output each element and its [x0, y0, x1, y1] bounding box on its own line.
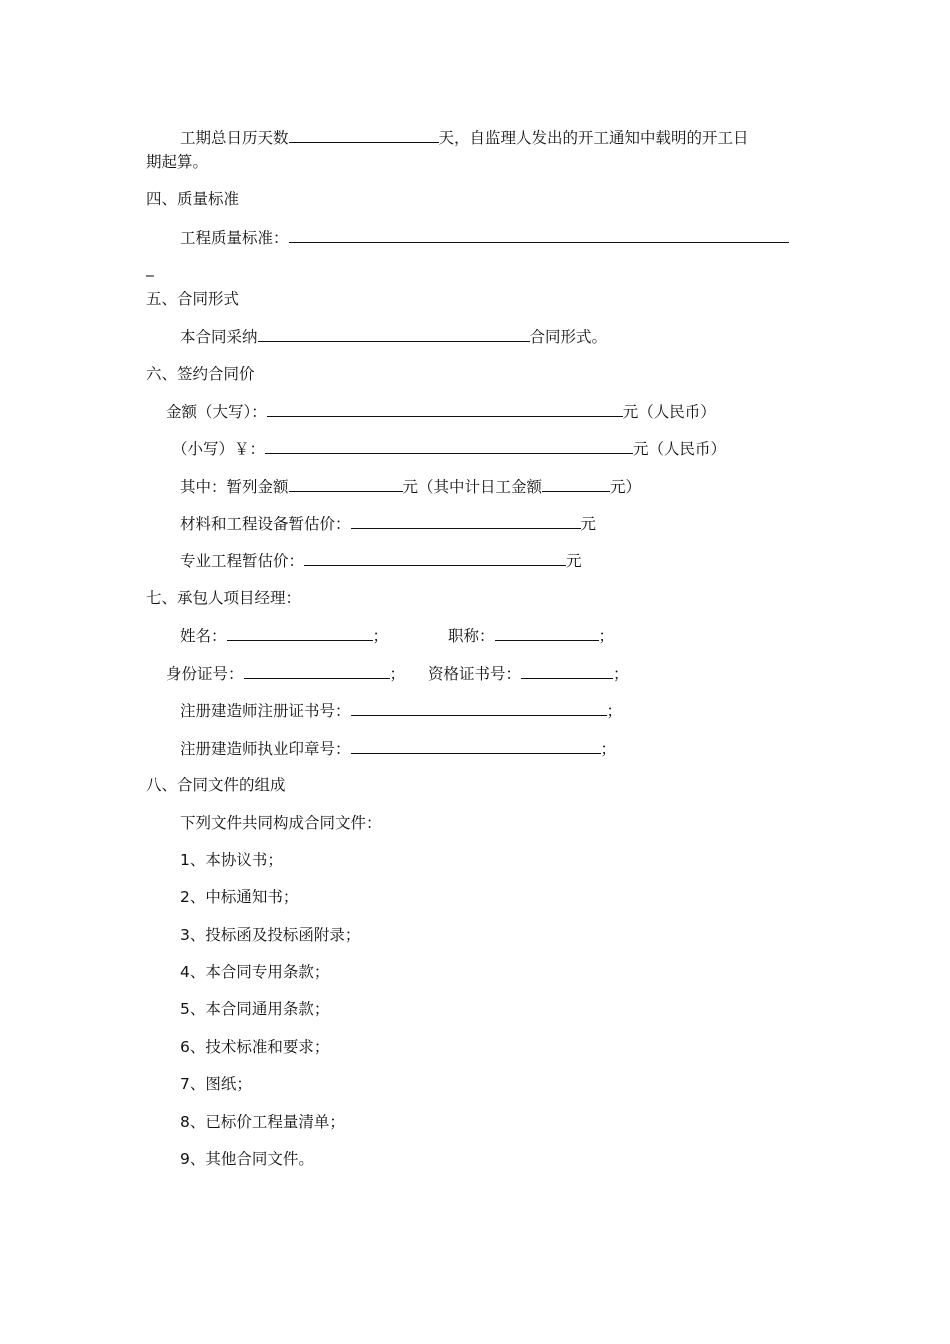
doc-item: 5、本合同通用条款； [180, 1000, 330, 1018]
provisional-line [180, 475, 641, 497]
form-label: 本合同采纳 [180, 328, 258, 346]
pm-id-blank[interactable] [244, 662, 390, 679]
duration-desc-cont: 期起算。 [146, 153, 209, 171]
duration-days-blank[interactable] [289, 126, 439, 143]
dayworks-blank[interactable] [542, 475, 610, 492]
section-contract-form: 五、合同形式 [146, 290, 240, 308]
amount-figures-line [172, 437, 726, 459]
provisional-blank[interactable] [289, 475, 403, 492]
form-line [180, 325, 607, 347]
special-works-blank[interactable] [304, 549, 566, 566]
provisional-label: 其中：暂列金额 [180, 478, 289, 496]
pm-seal-blank[interactable] [351, 737, 601, 754]
pm-registration-semicolon: ； [606, 702, 623, 720]
section-quality: 四、质量标准 [146, 190, 240, 208]
duration-label: 工期总日历天数 [180, 129, 289, 147]
doc-item: 1、本协议书； [180, 851, 283, 869]
materials-blank[interactable] [351, 512, 581, 529]
amount-words-line [166, 400, 716, 422]
pm-cert-blank[interactable] [521, 662, 613, 679]
doc-item: 3、投标函及投标函附录； [180, 926, 361, 944]
quality-blank[interactable] [289, 226, 789, 243]
materials-label: 材料和工程设备暂估价： [180, 515, 351, 533]
pm-seal-label: 注册建造师执业印章号： [180, 740, 351, 758]
pm-cert-label: 资格证书号： [428, 665, 522, 683]
pm-registration-line [180, 699, 622, 721]
pm-title-semicolon: ； [598, 627, 615, 645]
amount-words-unit: 元（人民币） [622, 403, 716, 421]
dayworks-suffix: 元） [610, 478, 642, 496]
amount-figures-blank[interactable] [265, 437, 521, 454]
pm-cert-semicolon: ； [613, 665, 629, 683]
pm-name-semicolon: ； [372, 627, 389, 645]
doc-item: 9、其他合同文件。 [180, 1150, 314, 1168]
pm-registration-label: 注册建造师注册证书号： [180, 702, 351, 720]
pm-id-line [166, 662, 405, 684]
materials-unit: 元 [580, 515, 597, 533]
special-works-label: 专业工程暂估价： [180, 552, 305, 570]
quality-label: 工程质量标准： [180, 229, 289, 247]
pm-name-label: 姓名： [180, 627, 227, 645]
pm-id-label: 身份证号： [166, 665, 244, 683]
pm-id-semicolon: ； [389, 665, 406, 683]
amount-words-label: 金额（大写）： [166, 403, 267, 421]
quality-line [180, 226, 789, 248]
doc-item: 7、图纸； [180, 1075, 252, 1093]
pm-cert-line [428, 662, 629, 684]
section-contract-documents: 八、合同文件的组成 [146, 776, 286, 794]
pm-seal-semicolon: ； [600, 740, 617, 758]
doc-item: 2、中标通知书； [180, 888, 299, 906]
form-suffix: 合同形式。 [529, 328, 608, 346]
amount-figures-unit: 元（人民币） [633, 440, 727, 458]
pm-title-label: 职称： [448, 627, 495, 645]
doc-item: 8、已标价工程量清单； [180, 1113, 345, 1131]
doc-item: 6、技术标准和要求； [180, 1038, 330, 1056]
pm-title-blank[interactable] [495, 624, 599, 641]
special-works-unit: 元 [566, 552, 582, 570]
quality-continuation: _ [146, 259, 154, 277]
materials-line [180, 512, 596, 534]
dayworks-label: 元（其中计日工金额 [402, 478, 543, 496]
section-project-manager: 七、承包人项目经理： [146, 589, 302, 607]
form-blank[interactable] [258, 325, 530, 342]
documents-intro: 下列文件共同构成合同文件： [180, 814, 382, 832]
pm-registration-blank[interactable] [351, 699, 607, 716]
special-works-line [180, 549, 582, 571]
pm-seal-line [180, 737, 616, 759]
pm-title-line [448, 624, 614, 646]
doc-item: 4、本合同专用条款； [180, 963, 330, 981]
section-contract-price: 六、签约合同价 [146, 365, 255, 383]
amount-words-blank-2[interactable] [523, 400, 623, 417]
pm-name-blank[interactable] [227, 624, 373, 641]
duration-desc: 天，自监理人发出的开工通知中载明的开工日 [438, 129, 749, 147]
duration-line [180, 126, 749, 148]
amount-words-blank[interactable] [267, 400, 523, 417]
amount-figures-label: （小写）￥： [172, 440, 266, 458]
pm-name-line [180, 624, 388, 646]
amount-figures-blank-2[interactable] [521, 437, 633, 454]
